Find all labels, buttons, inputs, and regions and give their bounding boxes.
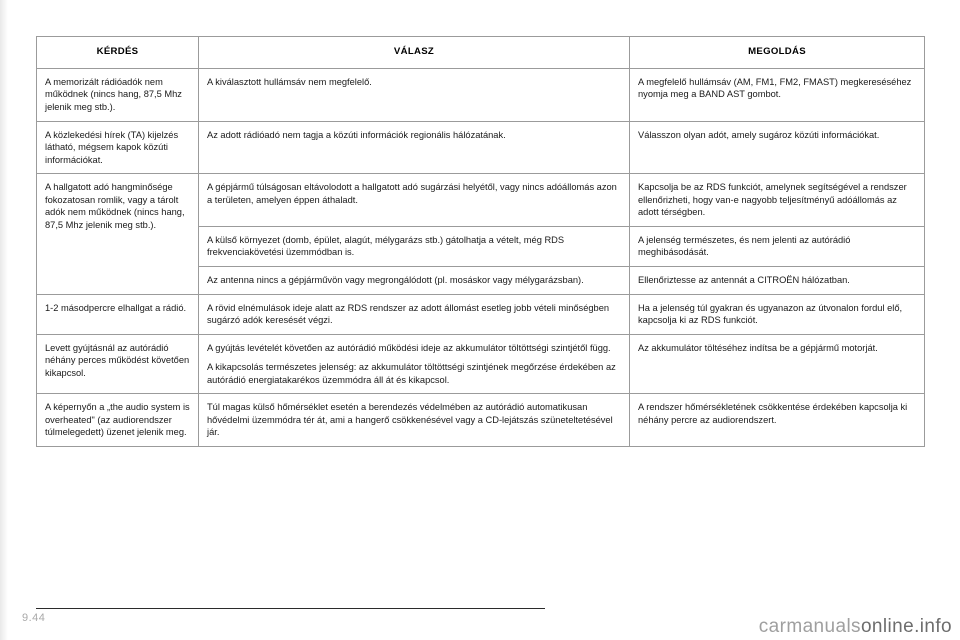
cell-answer xyxy=(199,334,630,394)
cell-question: Levett gyújtásnál az autórádió néhány perces működést követően kikapcsol. xyxy=(37,334,199,394)
cell-question: A memorizált rádióadók nem működnek (nincs hang, 87,5 Mhz jelenik meg stb.). xyxy=(37,68,199,121)
table-header-row xyxy=(37,37,925,69)
answer-paragraph: A gyújtás levételét követően az autórádió működési ideje az akkumulátor töltöttségi szintjétől függ. xyxy=(207,342,611,353)
cell-solution: Ellenőriztesse az antennát a CITROËN hálózatban. xyxy=(630,266,925,294)
cell-solution: A megfelelő hullámsáv (AM, FM1, FM2, FMAST) megkereséséhez nyomja meg a BAND AST gombot. xyxy=(630,68,925,121)
column-header-answer: VÁLASZ xyxy=(199,37,630,69)
faq-table xyxy=(36,36,925,447)
cell-solution: Az akkumulátor töltéséhez indítsa be a gépjármű motorját. xyxy=(630,334,925,394)
watermark xyxy=(759,616,952,638)
table-row xyxy=(37,174,925,227)
cell-answer: Az antenna nincs a gépjárművön vagy megrongálódott (pl. mosáskor vagy mélygarázsban). xyxy=(199,266,630,294)
cell-question: A közlekedési hírek (TA) kijelzés látható, mégsem kapok közúti információkat. xyxy=(37,121,199,174)
column-header-question: KÉRDÉS xyxy=(37,37,199,69)
table-row xyxy=(37,68,925,121)
cell-solution: Ha a jelenség túl gyakran és ugyanazon az útvonalon fordul elő, kapcsolja ki az RDS funkciót. xyxy=(630,294,925,334)
cell-answer: Az adott rádióadó nem tagja a közúti információk regionális hálózatának. xyxy=(199,121,630,174)
watermark-light: carmanuals xyxy=(758,616,861,637)
table-body xyxy=(37,68,925,446)
cell-answer: Túl magas külső hőmérséklet esetén a berendezés védelmében az autórádió automatikusan hővédelmi üzemmódra tér át, ami a hangerő csökkenésével vagy a CD-lejátszás szüneteltetésével jár. xyxy=(199,394,630,447)
table-header xyxy=(37,37,925,69)
cell-solution: A rendszer hőmérsékletének csökkentése érdekében kapcsolja ki néhány percre az audiorendszert. xyxy=(630,394,925,447)
answer-paragraph: A kikapcsolás természetes jelenség: az akkumulátor töltöttségi szintjének megőrzése érdekében az autórádió energiatakarékos üzemmódra áll át és kikapcsol. xyxy=(207,362,616,385)
footer-rule xyxy=(36,608,545,609)
page-edge-shadow xyxy=(0,0,8,640)
table-row xyxy=(37,334,925,394)
cell-answer: A rövid elnémulások ideje alatt az RDS rendszer az adott állomást esetleg jobb vételi minőségben sugárzó adók keresését végzi. xyxy=(199,294,630,334)
cell-answer: A kiválasztott hullámsáv nem megfelelő. xyxy=(199,68,630,121)
cell-question: A képernyőn a „the audio system is overheated" (az audiorendszer túlmelegedett) üzenet jelenik meg. xyxy=(37,394,199,447)
cell-answer: A külső környezet (domb, épület, alagút, mélygarázs stb.) gátolhatja a vételt, még RDS frekvenciakövetési üzemmódban is. xyxy=(199,226,630,266)
cell-question: 1-2 másodpercre elhallgat a rádió. xyxy=(37,294,199,334)
faq-table-container xyxy=(36,36,924,447)
cell-question: A hallgatott adó hangminősége fokozatosan romlik, vagy a tárolt adók nem működnek (nincs hang, 87,5 Mhz jelenik meg stb.). xyxy=(37,174,199,294)
table-row xyxy=(37,294,925,334)
column-header-solution: MEGOLDÁS xyxy=(630,37,925,69)
cell-solution: Válasszon olyan adót, amely sugároz közúti információkat. xyxy=(630,121,925,174)
cell-solution: Kapcsolja be az RDS funkciót, amelynek segítségével a rendszer ellenőrizheti, hogy van-e nagyobb teljesítményű adóállomás az adott térségben. xyxy=(630,174,925,227)
table-row xyxy=(37,394,925,447)
cell-answer: A gépjármű túlságosan eltávolodott a hallgatott adó sugárzási helyétől, vagy nincs adóállomás azon a területen, amelyen éppen áthaladt. xyxy=(199,174,630,227)
watermark-dark: online.info xyxy=(860,616,952,637)
table-row xyxy=(37,121,925,174)
cell-solution: A jelenség természetes, és nem jelenti az autórádió meghibásodását. xyxy=(630,226,925,266)
page-number: 9.44 xyxy=(22,612,46,624)
